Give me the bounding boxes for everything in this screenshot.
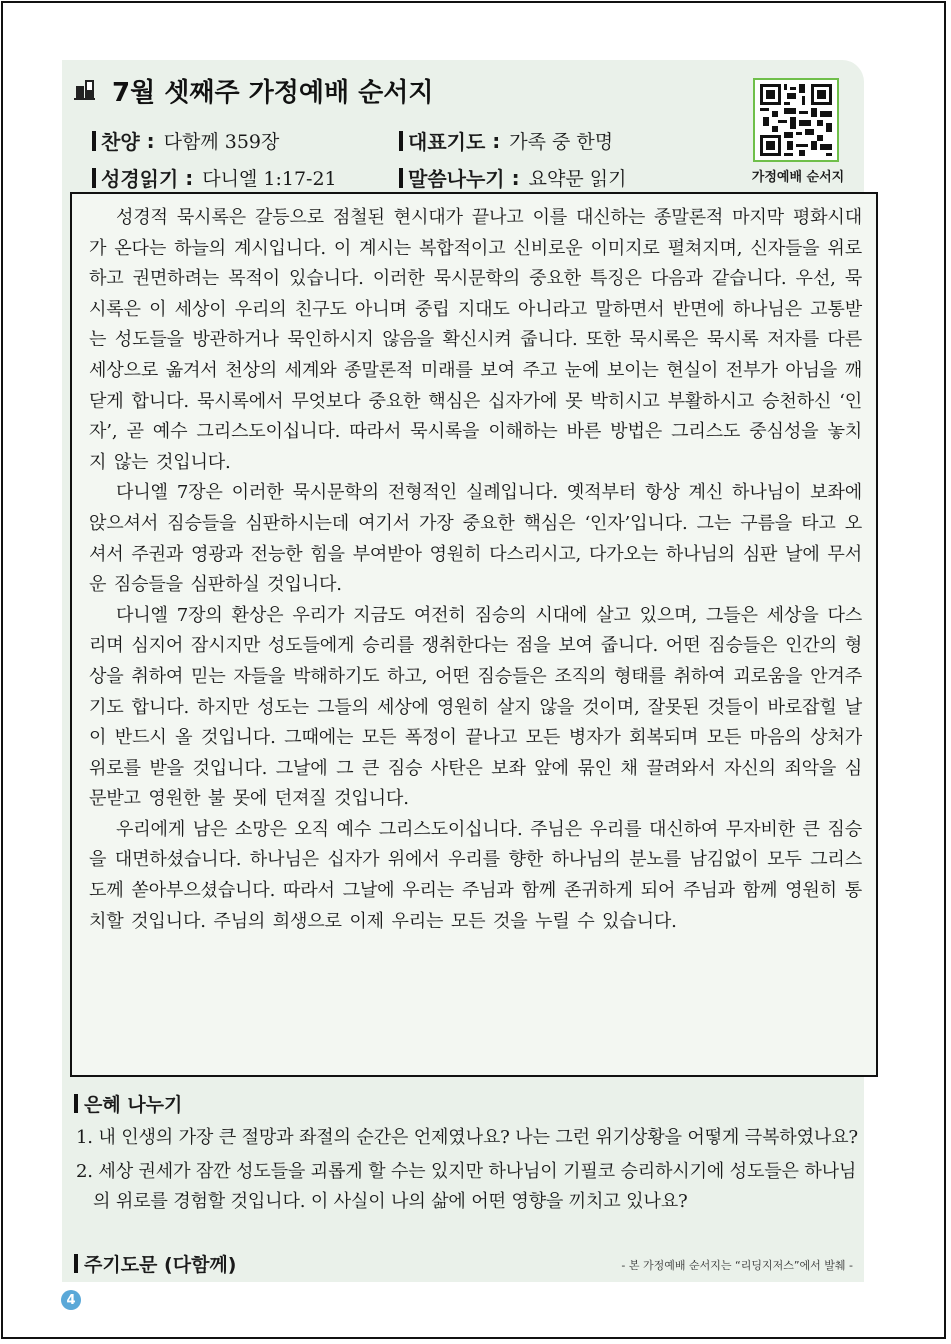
sermon-paragraph: 다니엘 7장은 이러한 묵시문학의 전형적인 실례입니다. 옛적부터 항상 계신 하나님이 보좌에 앉으셔서 짐승들을 심판하시는데 여기서 가장 중요한 핵심은 ‘인자’입니다. 그는 구름을 타고 오셔서 주권과 영광과 전능한 힘을 부여받아 영원히 다스리시고, 다가오는 하나님의 심판 날에 무서운 짐승들을 심판하실 것입니다. — [89, 482, 862, 596]
page-number-badge: 4 — [61, 1290, 81, 1310]
bullet-bar — [399, 168, 403, 188]
prayer-info: 대표기도 : 가족 중 한명 — [399, 126, 613, 155]
prayer-value: 가족 중 한명 — [509, 131, 614, 153]
lords-prayer-heading: 주기도문 (다함께) — [74, 1250, 236, 1277]
question-list — [76, 1123, 866, 1221]
reading-value: 다니엘 1:17-21 — [202, 168, 337, 190]
hymn-label: 찬양 — [101, 130, 140, 154]
bullet-bar — [92, 168, 96, 188]
grace-sharing-heading: 은혜 나누기 — [74, 1090, 182, 1117]
hymn-info: 찬양 : 다함께 359장 — [92, 126, 279, 155]
source-note: - 본 가정예배 순서지는 “리딩지저스”에서 발췌 - — [621, 1259, 853, 1272]
sharing-info: 말씀나누기 : 요약문 읽기 — [399, 163, 626, 192]
prayer-label: 대표기도 — [408, 130, 486, 154]
sermon-paragraph: 성경적 묵시록은 갈등으로 점철된 현시대가 끝나고 이를 대신하는 종말론적 마지막 평화시대가 온다는 하늘의 계시입니다. 이 계시는 복합적이고 신비로운 이미지로 펼쳐지며, 신자들을 위로하고 권면하려는 목적이 있습니다. 이러한 묵시문학의 중요한 특징은 다음과 같습니다. 우선, 묵시록은 이 세상이 우리의 친구도 아니며 중립 지대도 아니라고 말하면서 반면에 하나님은 고통받는 성도들을 방관하거나 묵인하시지 않음을 확신시켜 줍니다. 또한 묵시록은 묵시록 저자를 다른 세상으로 옮겨서 천상의 세계와 종말론적 미래를 보여 주고 눈에 보이는 현실이 전부가 아님을 깨닫게 합니다. 묵시록에서 무엇보다 중요한 핵심은 십자가에 못 박히시고 부활하시고 승천하신 ‘인자’, 곧 예수 그리스도이십니다. 따라서 묵시록을 이해하는 바른 방법은 그리스도 중심성을 놓치지 않는 것입니다. — [89, 207, 862, 473]
qr-caption: 가정예배 순서지 — [751, 170, 845, 185]
title-text: 7월 셋째주 가정예배 순서지 — [112, 77, 434, 108]
reading-label: 성경읽기 — [101, 167, 179, 191]
sharing-value: 요약문 읽기 — [528, 168, 627, 190]
sermon-paragraph: 우리에게 남은 소망은 오직 예수 그리스도이십니다. 주님은 우리를 대신하여 무자비한 큰 짐승을 대면하셨습니다. 하나님은 십자가 위에서 우리를 향한 하나님의 분노를 남김없이 모두 그리스도께 쏟아부으셨습니다. 따라서 그날에 우리는 주님과 함께 존귀하게 되어 주님과 함께 영원히 통치할 것입니다. 주님의 희생으로 이제 우리는 모든 것을 누릴 수 있습니다. — [89, 818, 862, 932]
bullet-bar — [74, 1094, 78, 1113]
qr-code[interactable] — [753, 78, 839, 162]
sharing-label: 말씀나누기 — [408, 167, 505, 191]
document-icon — [74, 78, 96, 102]
sermon-paragraph: 다니엘 7장의 환상은 우리가 지금도 여전히 짐승의 시대에 살고 있으며, 그들은 세상을 다스리며 심지어 잠시지만 성도들에게 승리를 쟁취한다는 점을 보여 줍니다. 어떤 짐승들은 인간의 형상을 취하여 믿는 자들을 박해하기도 하고, 어떤 짐승들은 조직의 형태를 취하여 괴로움을 안겨주기도 합니다. 하지만 성도는 그들의 세상에 영원히 살지 않을 것이며, 잘못된 것들이 바로잡힐 날이 반드시 올 것입니다. 그때에는 모든 폭정이 끝나고 모든 병자가 회복되며 모든 마음의 상처가 위로를 받을 것입니다. 그날에 그 큰 짐승 사탄은 보좌 앞에 묶인 채 끌려와서 자신의 죄악을 심문받고 영원한 불 못에 던져질 것입니다. — [89, 604, 862, 810]
bullet-bar — [399, 131, 403, 151]
page-title — [74, 72, 434, 108]
sermon-text-box — [70, 192, 878, 1077]
bullet-bar — [92, 131, 96, 151]
bullet-bar — [74, 1254, 78, 1273]
reading-info: 성경읽기 : 다니엘 1:17-21 — [92, 163, 337, 192]
qr-pattern-icon — [760, 84, 832, 156]
question-item: 1. 내 인생의 가장 큰 절망과 좌절의 순간은 언제였나요? 나는 그런 위기상황을 어떻게 극복하였나요? — [76, 1127, 858, 1148]
question-item: 2. 세상 권세가 잠깐 성도들을 괴롭게 할 수는 있지만 하나님이 기필코 승리하시기에 성도들은 하나님의 위로를 경험할 것입니다. 이 사실이 나의 삶에 어떤 영향을 끼치고 있나요? — [76, 1161, 857, 1212]
hymn-value: 다함께 359장 — [163, 131, 280, 153]
